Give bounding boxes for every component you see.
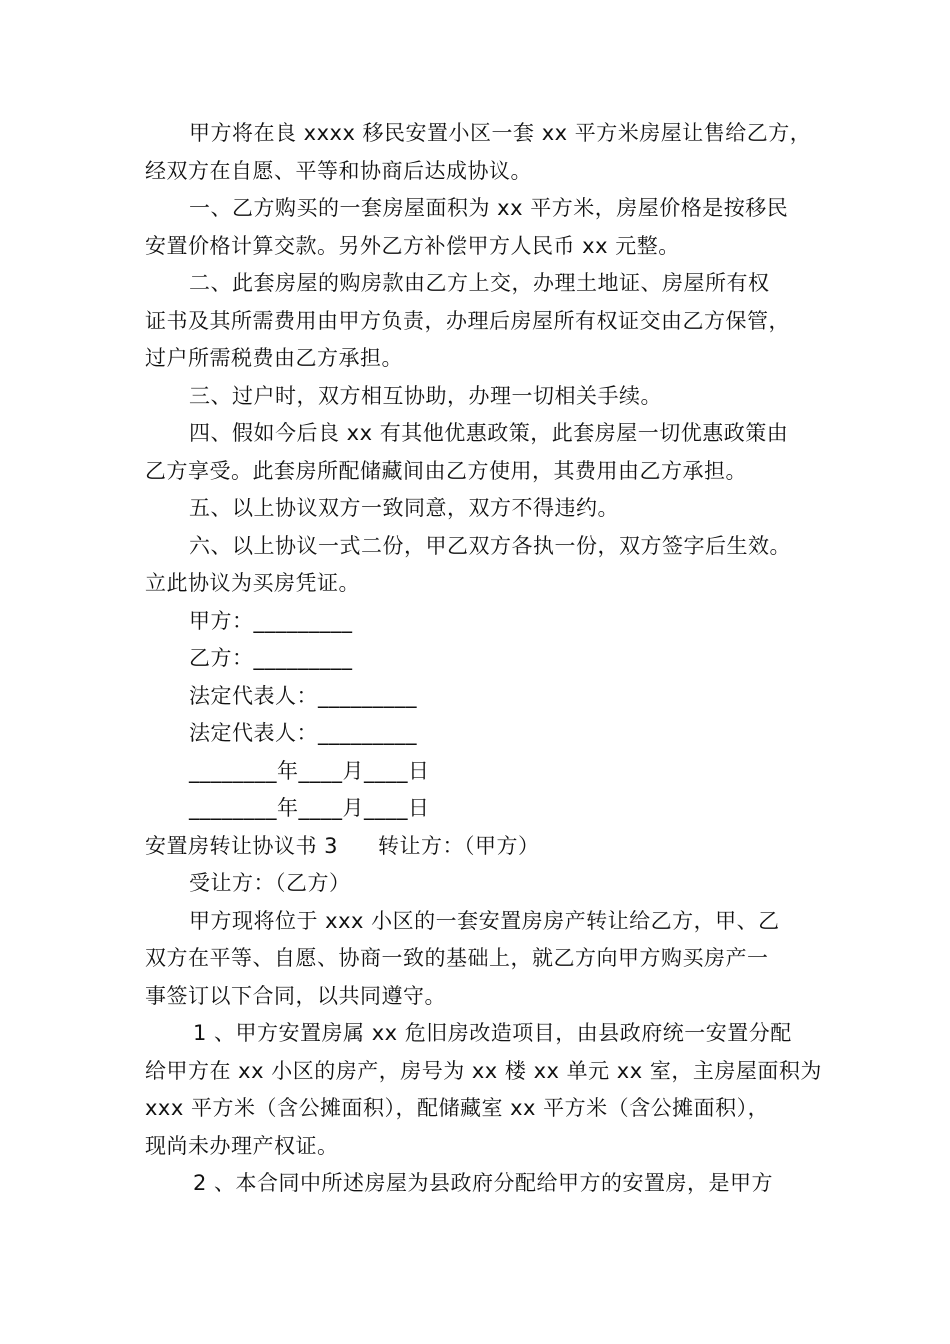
document-text-line: 事签订以下合同，以共同遵守。 — [145, 983, 446, 1008]
document-text-line: 2 、本合同中所述房屋为县政府分配给甲方的安置房，是甲方 — [193, 1171, 774, 1195]
document-body — [145, 115, 825, 1203]
document-text-line: 乙方：_________ — [189, 646, 353, 670]
document-text-line: 安置价格计算交款。另外乙方补偿甲方人民币 xx 元整。 — [145, 233, 680, 258]
document-text-line: 甲方：_________ — [189, 608, 353, 633]
document-text-line: 现尚未办理产权证。 — [145, 1133, 339, 1158]
document-text-line: ________年____月____日 — [189, 758, 430, 783]
section-heading-line — [145, 828, 825, 866]
document-text-line: ________年____月____日 — [189, 796, 430, 820]
document-text-line: 五、以上协议双方一致同意，双方不得违约。 — [189, 496, 619, 520]
document-text-line: 受让方：（乙方） — [189, 871, 351, 895]
document-text-line: xxx 平方米（含公摊面积），配储藏室 xx 平方米（含公摊面积）， — [145, 1096, 770, 1120]
document-text-line: 立此协议为买房凭证。 — [145, 571, 360, 595]
document-text-line: 证书及其所需费用由甲方负责，办理后房屋所有权证交由乙方保管， — [145, 308, 790, 333]
document-text-line: 一、乙方购买的一套房屋面积为 xx 平方米，房屋价格是按移民 — [189, 196, 789, 220]
document-text-line: 乙方享受。此套房所配储藏间由乙方使用，其费用由乙方承担。 — [145, 458, 747, 483]
document-text-line: 双方在平等、自愿、协商一致的基础上，就乙方向甲方购买房产一 — [145, 946, 769, 970]
document-text-line: 二、此套房屋的购房款由乙方上交，办理土地证、房屋所有权 — [189, 271, 770, 295]
section-title: 安置房转让协议书 3 — [145, 833, 339, 858]
document-text-line: 甲方将在良 xxxx 移民安置小区一套 xx 平方米房屋让售给乙方， — [189, 121, 812, 145]
document-text-line: 经双方在自愿、平等和协商后达成协议。 — [145, 158, 532, 183]
transferor-label: 转让方：（甲方） — [378, 833, 540, 858]
document-text-line: 三、过户时，双方相互协助，办理一切相关手续。 — [189, 383, 662, 408]
document-text-line: 四、假如今后良 xx 有其他优惠政策，此套房屋一切优惠政策由 — [189, 421, 789, 445]
document-text-line: 1 、甲方安置房属 xx 危旧房改造项目，由县政府统一安置分配 — [193, 1021, 792, 1045]
document-text-line: 法定代表人：_________ — [189, 683, 417, 708]
document-text-line: 给甲方在 xx 小区的房产，房号为 xx 楼 xx 单元 xx 室，主房屋面积为 — [145, 1058, 822, 1083]
document-text-line: 过户所需税费由乙方承担。 — [145, 346, 403, 370]
document-text-line: 甲方现将位于 xxx 小区的一套安置房房产转让给乙方，甲、乙 — [189, 908, 780, 933]
document-text-line: 法定代表人：_________ — [189, 721, 417, 745]
document-text-line: 六、以上协议一式二份，甲乙双方各执一份，双方签字后生效。 — [189, 533, 791, 558]
